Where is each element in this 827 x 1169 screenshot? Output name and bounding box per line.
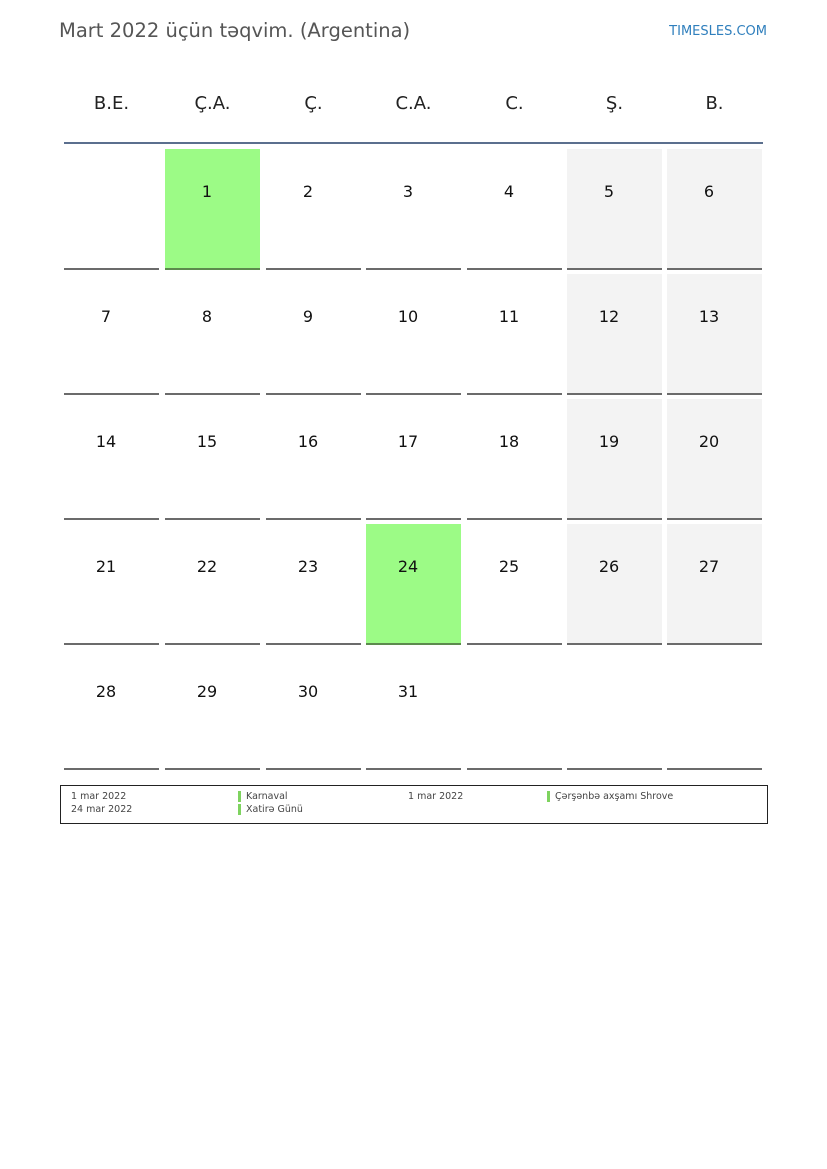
legend-date: 1 mar 2022 (71, 791, 127, 802)
legend-date: 24 mar 2022 (71, 804, 133, 815)
empty-day-cell (667, 649, 762, 770)
day-number: 5 (603, 182, 615, 201)
day-number: 23 (297, 557, 319, 576)
legend-color-marker (238, 804, 241, 815)
day-number: 12 (598, 307, 620, 326)
empty-day-cell (567, 649, 662, 770)
day-cell (467, 524, 562, 645)
day-number: 26 (598, 557, 620, 576)
day-number: 9 (302, 307, 314, 326)
day-number: 28 (95, 682, 117, 701)
legend-holiday-name: Çərşənbə axşamı Shrove (555, 791, 674, 802)
weekday-header-row (64, 84, 763, 124)
empty-day-cell (467, 649, 562, 770)
weekday-fri: C. (505, 93, 524, 114)
header-divider (64, 142, 763, 144)
day-number: 29 (196, 682, 218, 701)
day-number: 17 (397, 432, 419, 451)
weekday-tue: Ç.A. (194, 93, 231, 114)
day-number: 30 (297, 682, 319, 701)
day-cell (266, 399, 361, 520)
day-number: 21 (95, 557, 117, 576)
day-cell (64, 399, 159, 520)
day-cell (467, 274, 562, 395)
day-cell (266, 524, 361, 645)
legend-color-marker (238, 791, 241, 802)
day-number: 16 (297, 432, 319, 451)
day-number: 1 (201, 182, 213, 201)
day-cell (165, 524, 260, 645)
weekend-day-cell (567, 524, 662, 645)
day-cell (165, 399, 260, 520)
day-cell (366, 274, 461, 395)
day-number: 25 (498, 557, 520, 576)
day-number: 8 (201, 307, 213, 326)
day-number: 15 (196, 432, 218, 451)
day-cell (266, 649, 361, 770)
day-number: 6 (703, 182, 715, 201)
holiday-day-cell (165, 149, 260, 270)
day-cell (467, 399, 562, 520)
day-cell (366, 149, 461, 270)
day-cell (165, 274, 260, 395)
weekend-day-cell (667, 274, 762, 395)
legend-holiday-name: Karnaval (246, 791, 288, 802)
day-number: 2 (302, 182, 314, 201)
holiday-legend (60, 785, 768, 824)
day-cell (266, 274, 361, 395)
day-cell (366, 649, 461, 770)
site-link[interactable]: TIMESLES.COM (669, 24, 767, 39)
weekend-day-cell (667, 399, 762, 520)
legend-date: 1 mar 2022 (408, 791, 464, 802)
weekday-wed: Ç. (304, 93, 323, 114)
weekend-day-cell (667, 524, 762, 645)
day-cell (64, 524, 159, 645)
day-number: 14 (95, 432, 117, 451)
day-number: 20 (698, 432, 720, 451)
legend-holiday-name: Xatirə Günü (246, 804, 303, 815)
holiday-day-cell (366, 524, 461, 645)
weekday-sun: B. (705, 93, 724, 114)
day-number: 27 (698, 557, 720, 576)
weekend-day-cell (667, 149, 762, 270)
day-number: 13 (698, 307, 720, 326)
day-number: 31 (397, 682, 419, 701)
day-cell (64, 274, 159, 395)
weekend-day-cell (567, 274, 662, 395)
day-cell (165, 649, 260, 770)
day-cell (64, 649, 159, 770)
page-title: Mart 2022 üçün təqvim. (Argentina) (59, 19, 411, 42)
weekday-thu: C.A. (395, 93, 432, 114)
day-number: 7 (100, 307, 112, 326)
legend-color-marker (547, 791, 550, 802)
empty-day-cell (64, 149, 159, 270)
day-number: 4 (503, 182, 515, 201)
day-number: 24 (397, 557, 419, 576)
weekday-sat: Ş. (605, 93, 624, 114)
day-cell (266, 149, 361, 270)
day-cell (467, 149, 562, 270)
weekday-mon: B.E. (93, 93, 130, 114)
weekend-day-cell (567, 399, 662, 520)
day-number: 19 (598, 432, 620, 451)
day-number: 18 (498, 432, 520, 451)
day-number: 3 (402, 182, 414, 201)
day-number: 10 (397, 307, 419, 326)
calendar-grid (64, 149, 763, 770)
day-number: 11 (498, 307, 520, 326)
day-cell (366, 399, 461, 520)
weekend-day-cell (567, 149, 662, 270)
day-number: 22 (196, 557, 218, 576)
